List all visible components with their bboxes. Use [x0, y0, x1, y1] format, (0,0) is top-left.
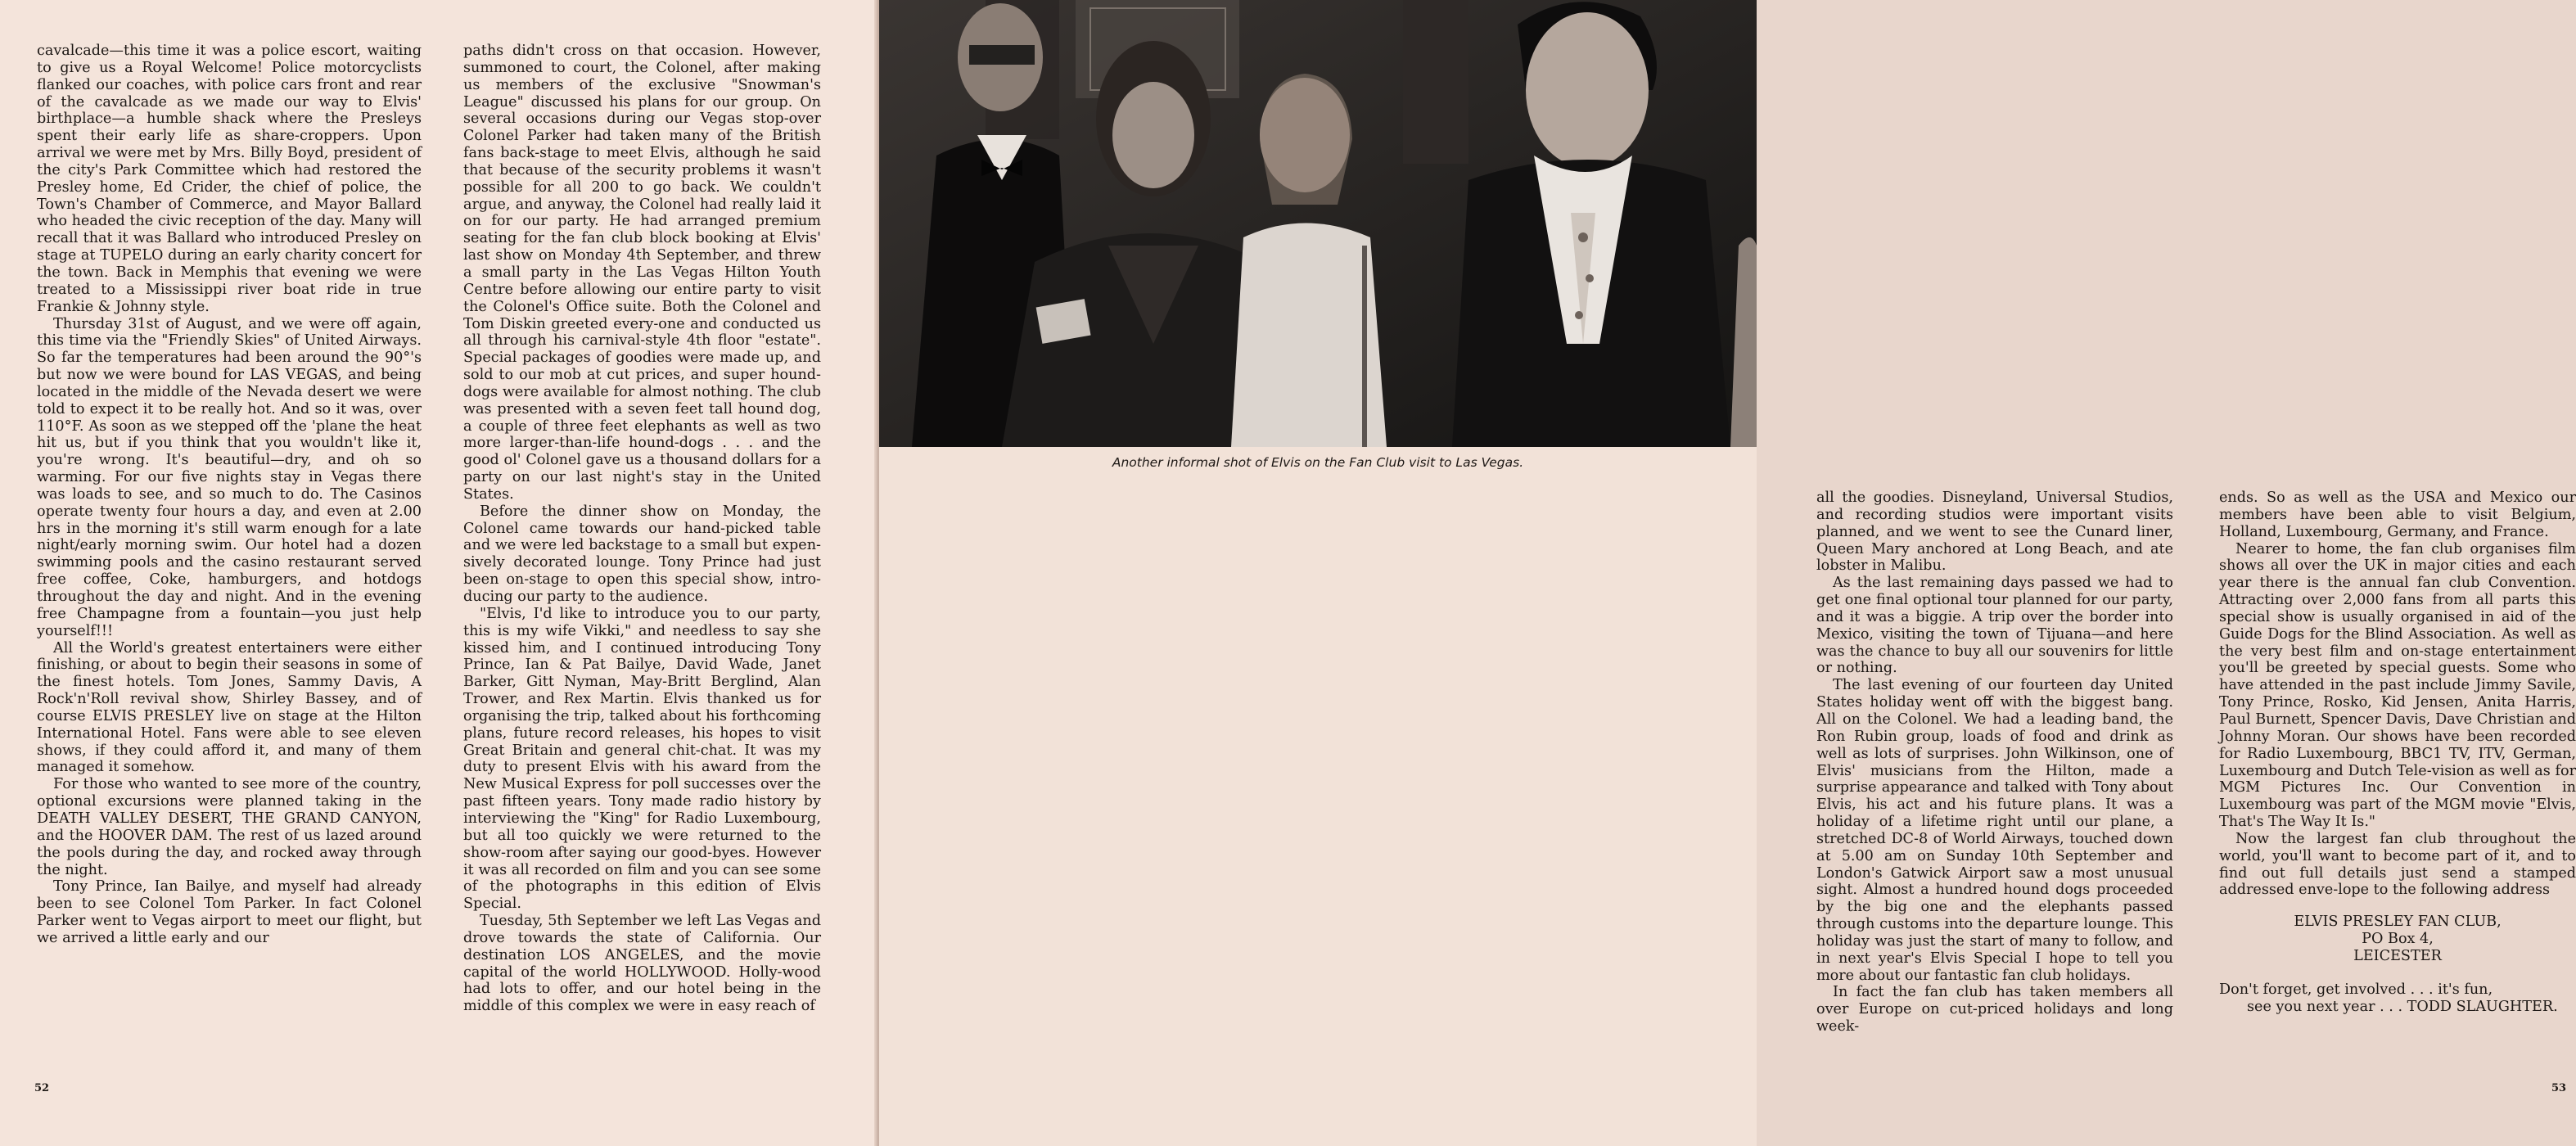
paragraph: "Elvis, I'd like to introduce you to our party, this is my wife Vikki," and needless to say she kissed him, and I continued introducing Tony Prince, Ian & Pat Bailye, David Wade, Janet Barker, Gitt Nyman, May-Britt Berglind, Alan Trower, and Rex Martin. Elvis thanked us for organising the trip, talked about his forthcoming plans, future record releases, his hopes to visit Great Britain and general chit-chat. It was my duty to present Elvis with his award from the New Musical Express for poll successes over the past fifteen years. Tony made radio history by interviewing the "King" for Radio Luxembourg, but all too quickly we were returned to the show-room after saying our good-byes. However it was all recorded on film and you can see some of the photographs in this edition of Elvis Special. [463, 605, 821, 913]
paragraph: All the World's greatest entertainers were either finishing, or about to begin their seasons in some of the finest hotels. Tom Jones, Sammy Davis, A Rock'n'Roll revival show, Shirley Bassey, and of course ELVIS PRESLEY live on stage at the Hilton International Hotel. Fans were able to see eleven shows, if they could afford it, and many of them managed it somehow. [37, 639, 422, 776]
paragraph: all the goodies. Disneyland, Universal Studios, and recording studios were important visits planned, and we went to see the Cunard liner, Queen Mary anchored at Long Beach, and ate lobster in Malibu. [1816, 490, 2173, 575]
paragraph: ends. So as well as the USA and Mexico our members have been able to visit Belgium, Holland, Luxembourg, Germany, and France. [2219, 490, 2576, 540]
paragraph: cavalcade—this time it was a police escort, waiting to give us a Royal Welcome! Police motorcyclists flanked our coaches, with police cars front and rear of the cavalcade as we made our way to Elvis' birthplace—a humble shack where the Presleys spent their early life as share-croppers. Upon arrival we were met by Mrs. Billy Boyd, president of the city's Park Committee which had restored the Presley home, Ed Crider, the chief of police, the Town's Chamber of Commerce, and Mayor Ballard who headed the civic reception of the day. Many will recall that it was Ballard who introduced Presley on stage at TUPELO during an early charity concert for the town. Back in Memphis that evening we were treated to a Mississippi river boat ride in true Frankie & Johnny style. [37, 43, 422, 315]
paragraph: Tony Prince, Ian Bailye, and myself had already been to see Colonel Tom Parker. In fact Colonel Parker went to Vegas airport to meet our flight, but we arrived a little early and our [37, 878, 422, 946]
paragraph: paths didn't cross on that occasion. However, summoned to court, the Colonel, after making us members of the exclusive "Snowman's League" discussed his plans for our group. On several occasions during our Vegas stop-over Colonel Parker had taken many of the British fans back-stage to meet Elvis, although he said that because of the security problems it wasn't possible for all 200 to go back. We couldn't argue, and anyway, the Colonel had really laid it on for our party. He had arranged premium seating for the fan club block booking at Elvis' last show on Monday 4th September, and threw a small party in the Las Vegas Hilton Youth Centre before allowing our entire party to visit the Colonel's Office suite. Both the Colonel and Tom Diskin greeted every-one and conducted us all through his carnival-style 4th floor "estate". Special packages of goodies were made up, and sold to our mob at cut prices, and super hound-dogs were available for almost nothing. The club was presented with a seven feet tall hound dog, a couple of three feet elephants as well as two more larger-than-life hound-dogs . . . and the good ol' Colonel gave us a thousand dollars for a party on our last night's stay in the United States. [463, 43, 821, 503]
paragraph: Nearer to home, the fan club organises film shows all over the UK in major cities and each year there is the annual fan club Convention. Attracting over 2,000 fans from all parts this special show is usually organised in aid of the Guide Dogs for the Blind Association. As well as the very best film and on-stage entertainment you'll be greeted by special guests. Some who have attended in the past include Jimmy Savile, Tony Prince, Rosko, Kid Jensen, Anita Harris, Paul Burnett, Spencer Davis, Dave Christian and Johnny Moran. Our shows have been recorded for Radio Luxembourg, BBC1 TV, ITV, German, Luxembourg and Dutch Tele-vision as well as for MGM Pictures Inc. Our Convention in Luxembourg was part of the MGM movie "Elvis, That's The Way It Is." [2219, 540, 2576, 831]
article-column-3 [1816, 490, 2173, 1063]
paragraph: For those who wanted to see more of the country, optional excursions were planned taking in the DEATH VALLEY DESERT, THE GRAND CANYON, and the HOOVER DAM. The rest of us lazed around the pools during the day, and rocked away through the night. [37, 776, 422, 878]
fan-club-address [2219, 914, 2576, 965]
signoff-line: see you next year . . . TODD SLAUGHTER. [2247, 998, 2558, 1015]
address-line: PO Box 4, [2362, 931, 2434, 948]
paragraph: In fact the fan club has taken members all over Europe on cut-priced holidays and long week- [1816, 984, 2173, 1035]
paragraph: Thursday 31st of August, and we were off again, this time via the "Friendly Skies" of United Airways. So far the temperatures had been around the 90°'s but now we were bound for LAS VEGAS, and being located in the middle of the Nevada desert we were told to expect it to be really hot. And so it was, over 110°F. As soon as we stepped off the 'plane the heat hit us, but if you think that you wouldn't like it, you're wrong. It's beautiful—dry, and oh so warming. For our five nights stay in Vegas there was loads to see, and so much to do. The Casinos operate twenty four hours a day, and even at 2.00 hrs in the morning it's still warm enough for a late night/early morning swim. Our hotel had a dozen swimming pools and the casino restaurant served free coffee, Coke, hamburgers, and hotdogs throughout the day and night. And in the evening free Champagne from a fountain—you just help yourself!!! [37, 315, 422, 639]
photo-caption: Another informal shot of Elvis on the Fan Club visit to Las Vegas. [1112, 455, 1524, 470]
paragraph: The last evening of our fourteen day United States holiday went off with the biggest bang. All on the Colonel. We had a leading band, the Ron Rubin group, loads of food and drink as well as lots of surprises. John Wilkinson, one of Elvis' musicians from the Hilton, made a surprise appearance and talked with Tony about Elvis, his act and his future plans. It was a holiday of a lifetime right until our plane, a stretched DC-8 of World Airways, touched down at 5.00 am on Sunday 10th September and London's Gatwick Airport saw a most unusual sight. Almost a hundred hound dogs proceeded by the big one and the elephants passed through customs into the departure lounge. This holiday was just the start of many to follow, and in next year's Elvis Special I hope to tell you more about our fantastic fan club holidays. [1816, 677, 2173, 984]
article-column-4 [2219, 490, 2576, 1063]
paragraph: Tuesday, 5th September we left Las Vegas and drove towards the state of California. Our destination LOS ANGELES, and the movie capital of the world HOLLYWOOD. Holly-wood had lots to offer, and our hotel being in the middle of this complex we were in easy reach of [463, 913, 821, 1015]
sign-off [2219, 981, 2576, 1016]
left-page [0, 0, 877, 1146]
paragraph: Now the largest fan club throughout the world, you'll want to become part of it, and to find out full details just send a stamped addressed enve-lope to the following address [2219, 830, 2576, 899]
article-column-1 [37, 43, 422, 1058]
address-line: LEICESTER [2353, 947, 2442, 964]
paragraph: Before the dinner show on Monday, the Colonel came towards our hand-picked table and we were led backstage to a small but expen-sively decorated lounge. Tony Prince had just been on-stage to open this special show, intro-ducing our party to the audience. [463, 503, 821, 605]
page-number-left: 52 [34, 1082, 50, 1094]
article-column-2 [463, 43, 821, 1058]
page-number-right: 53 [2551, 1082, 2567, 1094]
signoff-line: Don't forget, get involved . . . it's fun, [2219, 981, 2493, 998]
fan-club-photo [879, 0, 1757, 447]
paragraph: As the last remaining days passed we had to get one final optional tour planned for our party, and it was a biggie. A trip over the border into Mexico, visiting the town of Tijuana—and here was the chance to buy all our souvenirs for little or nothing. [1816, 575, 2173, 677]
address-line: ELVIS PRESLEY FAN CLUB, [2294, 914, 2502, 931]
